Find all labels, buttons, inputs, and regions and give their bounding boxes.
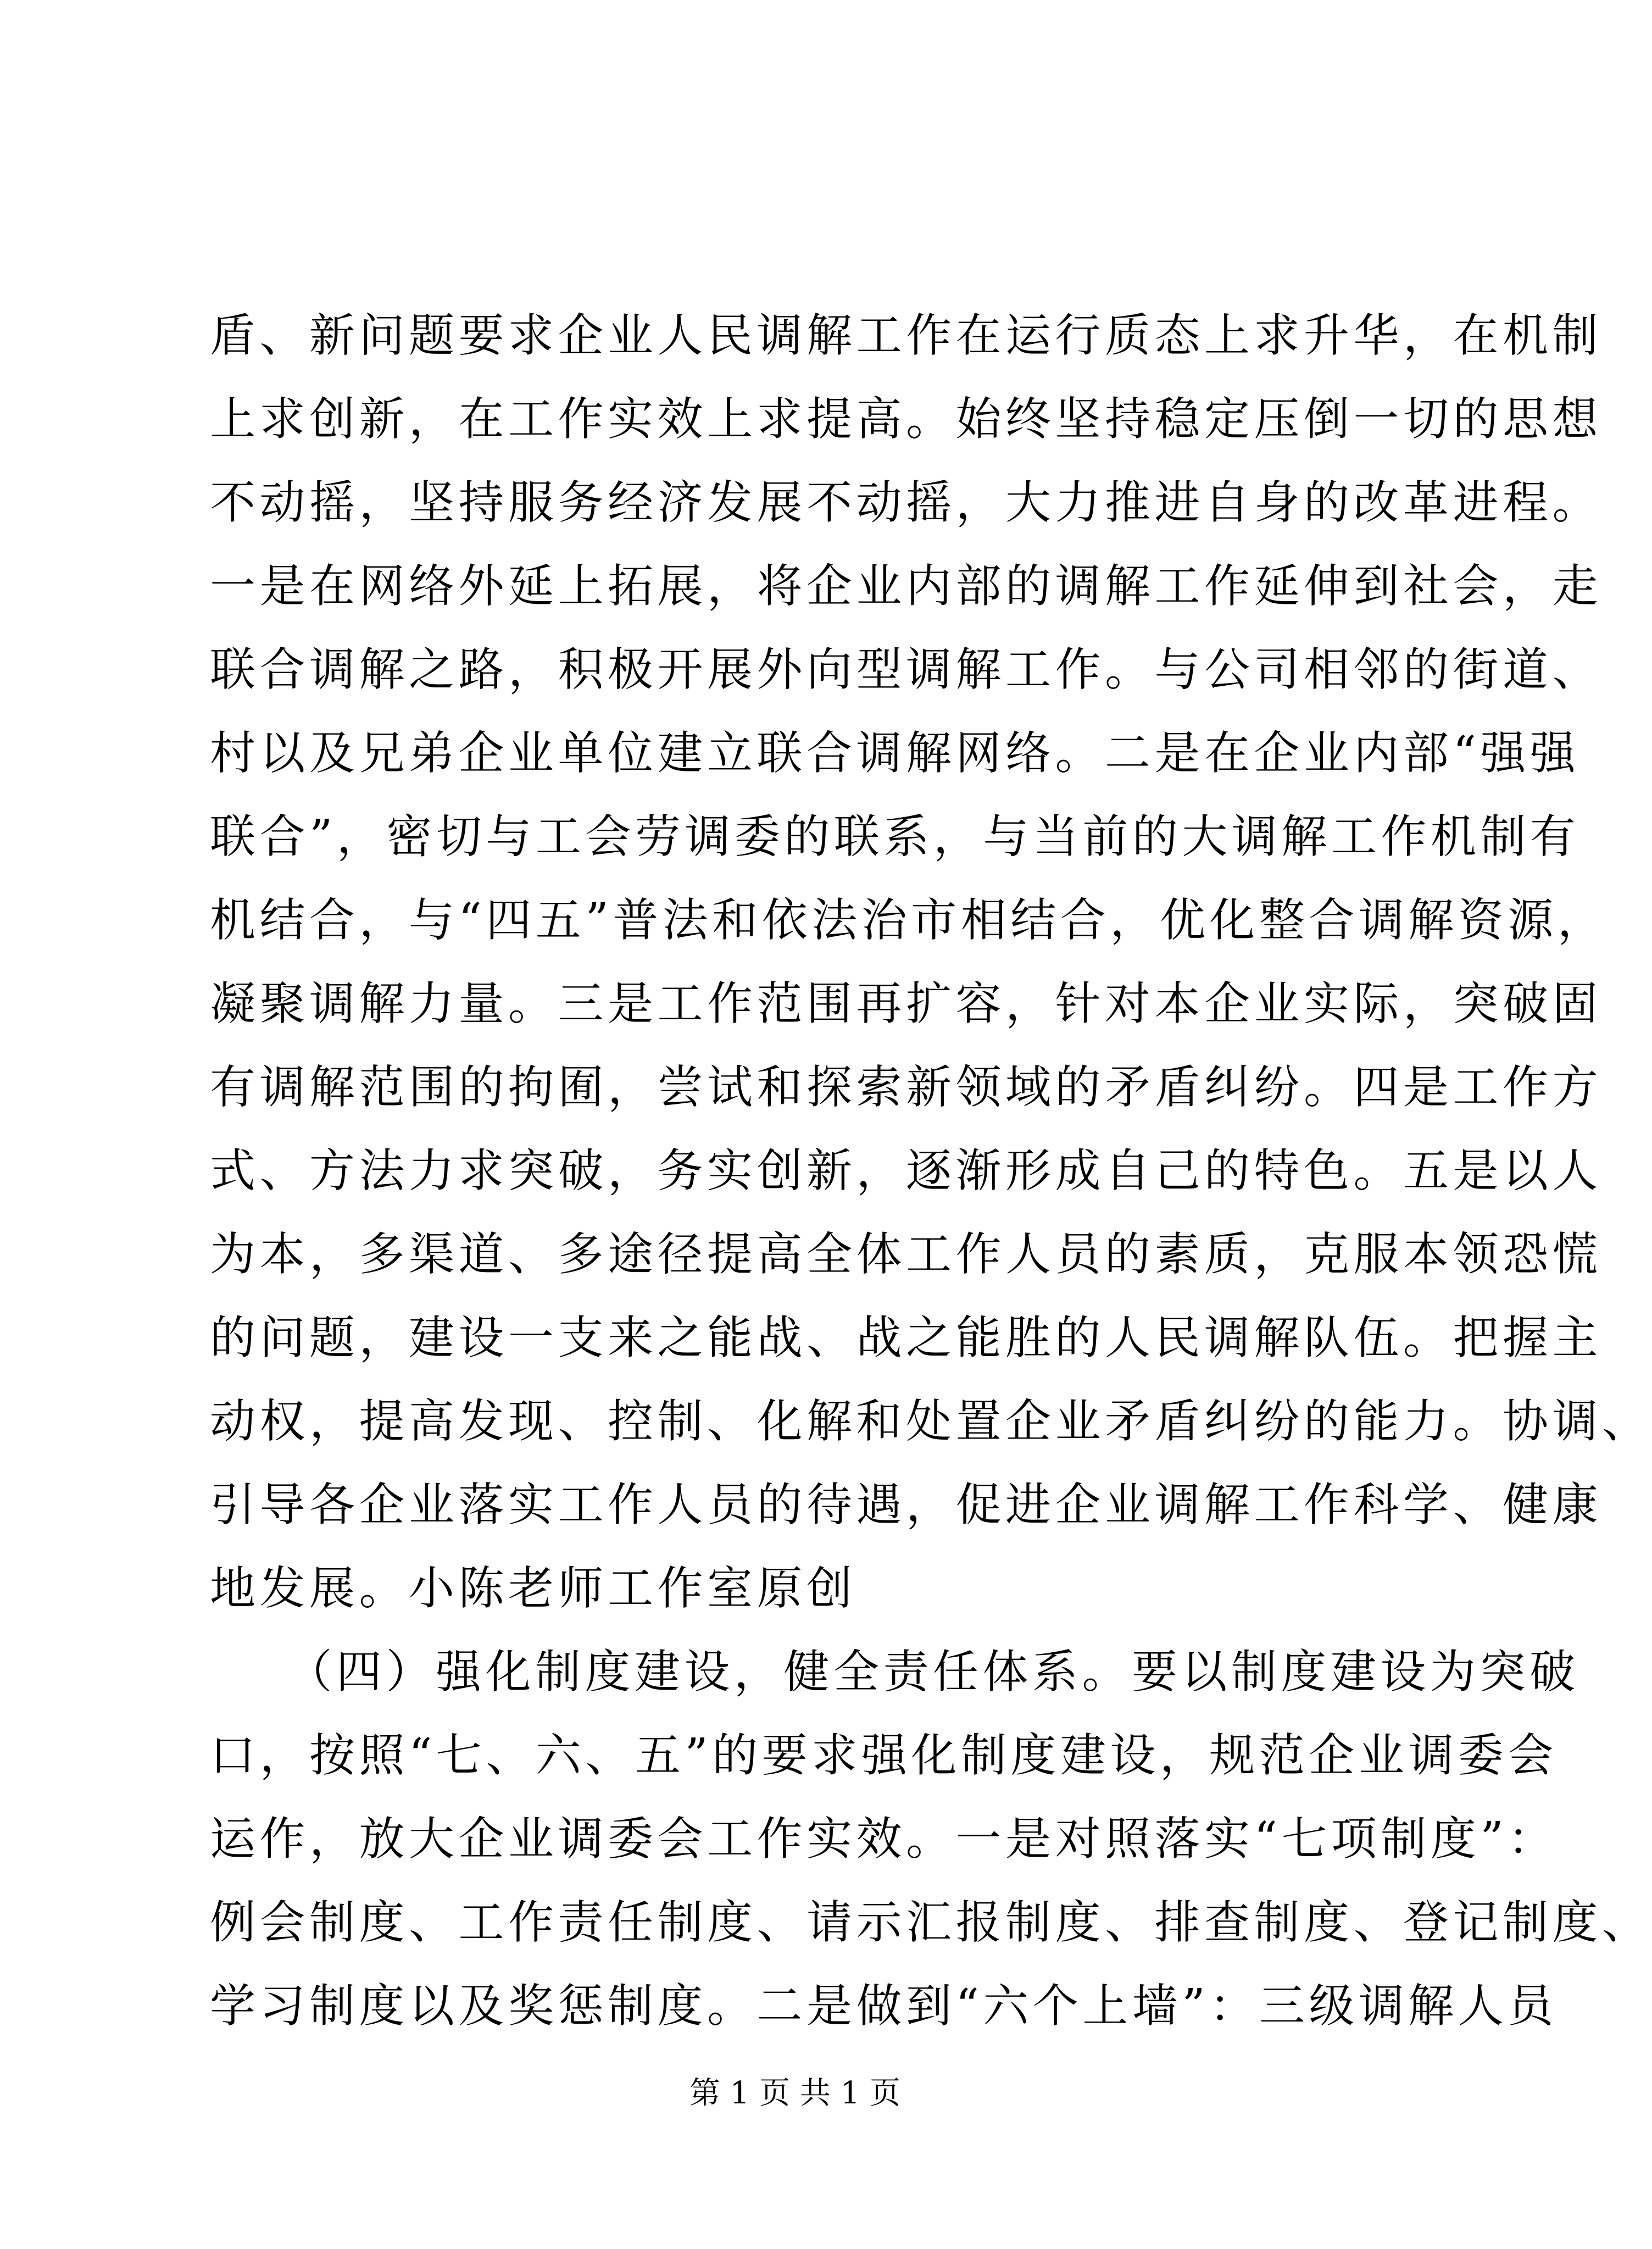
- text-line: 例会制度、工作责任制度、请示汇报制度、排查制度、登记制度、: [210, 1896, 1652, 1949]
- text-line: 不动摇，坚持服务经济发展不动摇，大力推进自身的改革进程。: [210, 476, 1602, 529]
- body-text: [210, 294, 1652, 2048]
- text-line: 的问题，建设一支来之能战、战之能胜的人民调解队伍。把握主: [210, 1311, 1602, 1364]
- text-line: 为本，多渠道、多途径提高全体工作人员的素质，克服本领恐慌: [210, 1228, 1602, 1281]
- text-line: 联合调解之路，积极开展外向型调解工作。与公司相邻的街道、: [210, 643, 1602, 696]
- text-line: 凝聚调解力量。三是工作范围再扩容，针对本企业实际，突破固: [210, 977, 1602, 1030]
- text-line: 村以及兄弟企业单位建立联合调解网络。二是在企业内部“强强: [210, 726, 1580, 780]
- text-line: 学习制度以及奖惩制度。二是做到“六个上墙”：三级调解人员: [210, 1979, 1558, 2033]
- text-line: 地发展。小陈老师工作室原创: [210, 1562, 856, 1615]
- text-line: 引导各企业落实工作人员的待遇，促进企业调解工作科学、健康: [210, 1478, 1602, 1531]
- text-line: 口，按照“七、六、五”的要求强化制度建设，规范企业调委会: [210, 1729, 1558, 1782]
- page-number-footer: 第 1 页 共 1 页: [689, 2075, 901, 2111]
- section-heading-line: （四）强化制度建设，健全责任体系。要以制度建设为突破: [210, 1645, 1579, 1698]
- text-line: 机结合，与“四五”普法和依法治市相结合，优化整合调解资源，: [210, 893, 1607, 947]
- text-line: 联合”，密切与工会劳调委的联系，与当前的大调解工作机制有: [210, 810, 1580, 863]
- text-line: 一是在网络外延上拓展，将企业内部的调解工作延伸到社会，走: [210, 559, 1602, 613]
- text-line: 上求创新，在工作实效上求提高。始终坚持稳定压倒一切的思想: [210, 392, 1602, 446]
- text-line: 式、方法力求突破，务实创新，逐渐形成自己的特色。五是以人: [210, 1144, 1602, 1197]
- text-line: 有调解范围的拘囿，尝试和探索新领域的矛盾纠纷。四是工作方: [210, 1060, 1602, 1114]
- text-line: 盾、新问题要求企业人民调解工作在运行质态上求升华，在机制: [210, 309, 1602, 362]
- text-line: 运作，放大企业调委会工作实效。一是对照落实“七项制度”：: [210, 1812, 1558, 1865]
- text-line: 动权，提高发现、控制、化解和处置企业矛盾纠纷的能力。协调、: [210, 1395, 1652, 1448]
